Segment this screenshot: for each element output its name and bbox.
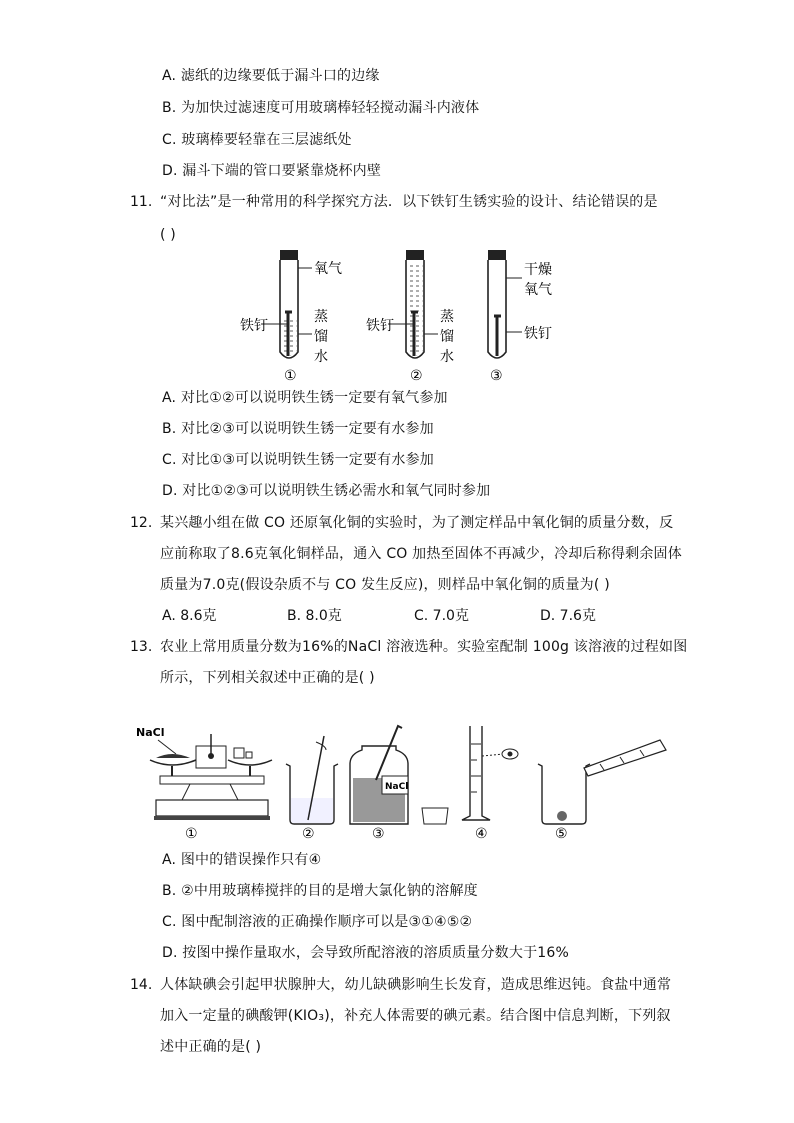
q11-label-water-1c: 水	[314, 349, 328, 365]
test-tube-1	[280, 250, 298, 358]
q11-stem-bracket: ( )	[160, 227, 176, 243]
q13-option-c: C. 图中配制溶液的正确操作顺序可以是③①④⑤②	[162, 914, 473, 930]
q14-stem-line-1: 人体缺碘会引起甲状腺肿大，幼儿缺碘影响生长发育，造成思维迟钝。食盐中通常	[160, 977, 672, 993]
q12-option-c: C. 7.0克	[414, 608, 469, 624]
test-tube-3	[488, 250, 506, 358]
q14-stem-line-2: 加入一定量的碘酸钾(KIO₃)，补充人体需要的碘元素。结合图中信息判断，下列叙	[160, 1008, 671, 1024]
q11-number-1: ①	[284, 368, 297, 384]
q12-option-a: A. 8.6克	[162, 608, 217, 624]
q13-option-b: B. ②中用玻璃棒搅拌的目的是增大氯化钠的溶解度	[162, 883, 478, 899]
q11-option-a: A. 对比①②可以说明铁生锈一定要有氧气参加	[162, 390, 448, 406]
q13-number-5: ⑤	[555, 826, 568, 842]
balance-scale	[136, 726, 272, 842]
q13-number-4: ④	[475, 826, 488, 842]
q13-nacl-label: NaCl	[136, 726, 165, 739]
q13-stem-line-2: 所示，下列相关叙述中正确的是( )	[160, 670, 375, 686]
q11-number-2: ②	[410, 368, 423, 384]
q11-label-oxygen-3: 氧气	[524, 282, 552, 298]
q12-number: 12.	[130, 515, 153, 531]
q13-option-d: D. 按图中操作量取水，会导致所配溶液的溶质质量分数大于16%	[162, 945, 569, 961]
q11-label-water-1b: 馏	[314, 329, 328, 345]
q11-number: 11.	[130, 194, 153, 210]
q14-number: 14.	[130, 977, 153, 993]
q14-stem-line-3: 述中正确的是( )	[160, 1039, 262, 1055]
q11-label-water-2c: 水	[440, 349, 454, 365]
q11-stem: “对比法”是一种常用的科学探究方法．以下铁钉生锈实验的设计、结论错误的是	[160, 194, 658, 210]
q13-number: 13.	[130, 639, 153, 655]
test-tube-2	[406, 250, 424, 358]
q11-label-water-1a: 蒸	[314, 309, 328, 325]
q11-option-b: B. 对比②③可以说明铁生锈一定要有水参加	[162, 421, 434, 437]
q12-option-b: B. 8.0克	[287, 608, 342, 624]
q12-stem-line-1: 某兴趣小组在做 CO 还原氧化铜的实验时，为了测定样品中氧化铜的质量分数，反	[160, 515, 674, 531]
q11-option-c: C. 对比①③可以说明铁生锈一定要有水参加	[162, 452, 434, 468]
reagent-bottle	[350, 726, 448, 842]
q11-label-nail-3: 铁钉	[524, 326, 552, 342]
q12-option-d: D. 7.6克	[540, 608, 596, 624]
q11-label-nail-1: 铁钉	[240, 318, 268, 334]
q13-number-1: ①	[185, 826, 198, 842]
q10-option-a: A. 滤纸的边缘要低于漏斗口的边缘	[162, 68, 380, 84]
beaker-pouring	[538, 740, 666, 842]
q11-option-d: D. 对比①②③可以说明铁生锈必需水和氧气同时参加	[162, 483, 491, 499]
iron-nail-rust-figure	[236, 244, 566, 384]
q10-option-d: D. 漏斗下端的管口要紧靠烧杯内壁	[162, 163, 382, 179]
q12-stem-line-3: 质量为7.0克(假设杂质不与 CO 发生反应)，则样品中氧化铜的质量为( )	[160, 577, 610, 593]
q13-number-2: ②	[302, 826, 315, 842]
q11-label-water-2b: 馏	[440, 329, 454, 345]
q13-number-3: ③	[372, 826, 385, 842]
graduated-cylinder	[462, 726, 518, 842]
q13-option-a: A. 图中的错误操作只有④	[162, 852, 322, 868]
q10-option-c: C. 玻璃棒要轻靠在三层滤纸处	[162, 132, 352, 148]
q11-label-oxygen-1: 氧气	[314, 261, 342, 277]
beaker-stirring	[286, 736, 338, 842]
q12-stem-line-2: 应前称取了8.6克氧化铜样品，通入 CO 加热至固体不再减少，冷却后称得剩余固体	[160, 546, 682, 562]
q11-label-nail-2: 铁钉	[366, 318, 394, 334]
q13-bottle-label: NaCl	[385, 782, 409, 792]
q11-number-3: ③	[490, 368, 503, 384]
q11-label-dry: 干燥	[524, 262, 552, 278]
q10-option-b: B. 为加快过滤速度可用玻璃棒轻轻搅动漏斗内液体	[162, 100, 480, 116]
q13-stem-line-1: 农业上常用质量分数为16%的NaCl 溶液选种。实验室配制 100g 该溶液的过程如图	[160, 639, 688, 655]
q11-label-water-2a: 蒸	[440, 309, 454, 325]
solution-prep-figure	[130, 720, 670, 845]
